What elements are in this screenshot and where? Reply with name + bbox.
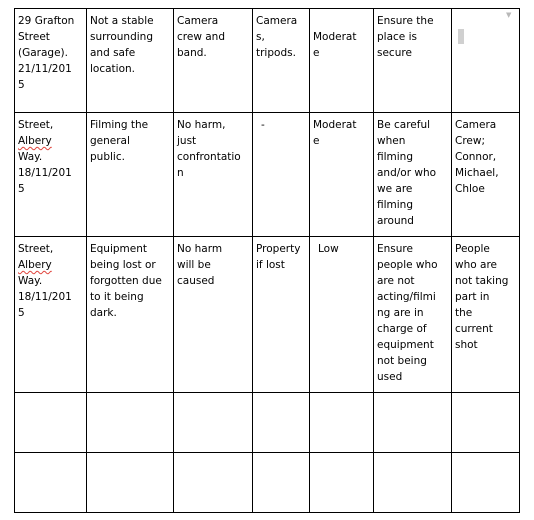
empty-cell[interactable] [452,393,520,453]
empty-cell[interactable] [253,453,310,513]
at-risk-cell[interactable]: No harm will be caused [174,237,253,393]
responsible-cell[interactable]: People who are not taking part in the current shot [452,237,520,393]
at-risk-cell[interactable]: Camera crew and band. [174,9,253,113]
equipment-cell[interactable]: Property if lost [253,237,310,393]
equipment-cell[interactable]: Camera s, tripods. [253,9,310,113]
chevron-down-icon: ▼ [506,11,512,19]
empty-cell[interactable] [310,393,374,453]
empty-cell[interactable] [374,393,452,453]
empty-cell[interactable] [174,453,253,513]
empty-cell[interactable] [15,393,87,453]
misspelled-word: Albery [18,259,52,271]
location-cell[interactable]: 29 Grafton Street (Garage). 21/11/201 5 [15,9,87,113]
control-cell[interactable]: Ensure the place is secure [374,9,452,113]
misspelled-word: Albery [18,135,52,147]
responsible-cell[interactable] [452,9,520,113]
risk-assessment-table [14,8,520,513]
risk-level-cell[interactable]: Moderat e [310,113,374,237]
table-row [15,453,520,513]
table-row [15,393,520,453]
empty-cell[interactable] [87,453,174,513]
at-risk-cell[interactable]: No harm, just confrontatio n [174,113,253,237]
control-cell[interactable]: Ensure people who are not acting/filmi ng are in charge of equipment not being used [374,237,452,393]
empty-cell[interactable] [87,393,174,453]
location-cell[interactable]: Street, Albery Way. 18/11/201 5 [15,113,87,237]
hazard-cell[interactable]: Filming the general public. [87,113,174,237]
table-row [15,113,520,237]
empty-cell[interactable] [374,453,452,513]
risk-level-cell[interactable]: Moderat e [310,9,374,113]
responsible-cell[interactable]: Camera Crew; Connor, Michael, Chloe [452,113,520,237]
control-cell[interactable]: Be careful when filming and/or who we are filming around [374,113,452,237]
table-row [15,237,520,393]
table-row [15,9,520,113]
empty-cell[interactable] [15,453,87,513]
hazard-cell[interactable]: Equipment being lost or forgotten due to it being dark. [87,237,174,393]
hazard-cell[interactable]: Not a stable surrounding and safe location. [87,9,174,113]
empty-cell[interactable] [174,393,253,453]
empty-cell[interactable] [310,453,374,513]
cursor-marker [458,29,464,44]
equipment-cell[interactable]: - [253,113,310,237]
empty-cell[interactable] [452,453,520,513]
location-cell[interactable]: Street, Albery Way. 18/11/201 5 [15,237,87,393]
empty-cell[interactable] [253,393,310,453]
risk-level-cell[interactable]: Low [310,237,374,393]
